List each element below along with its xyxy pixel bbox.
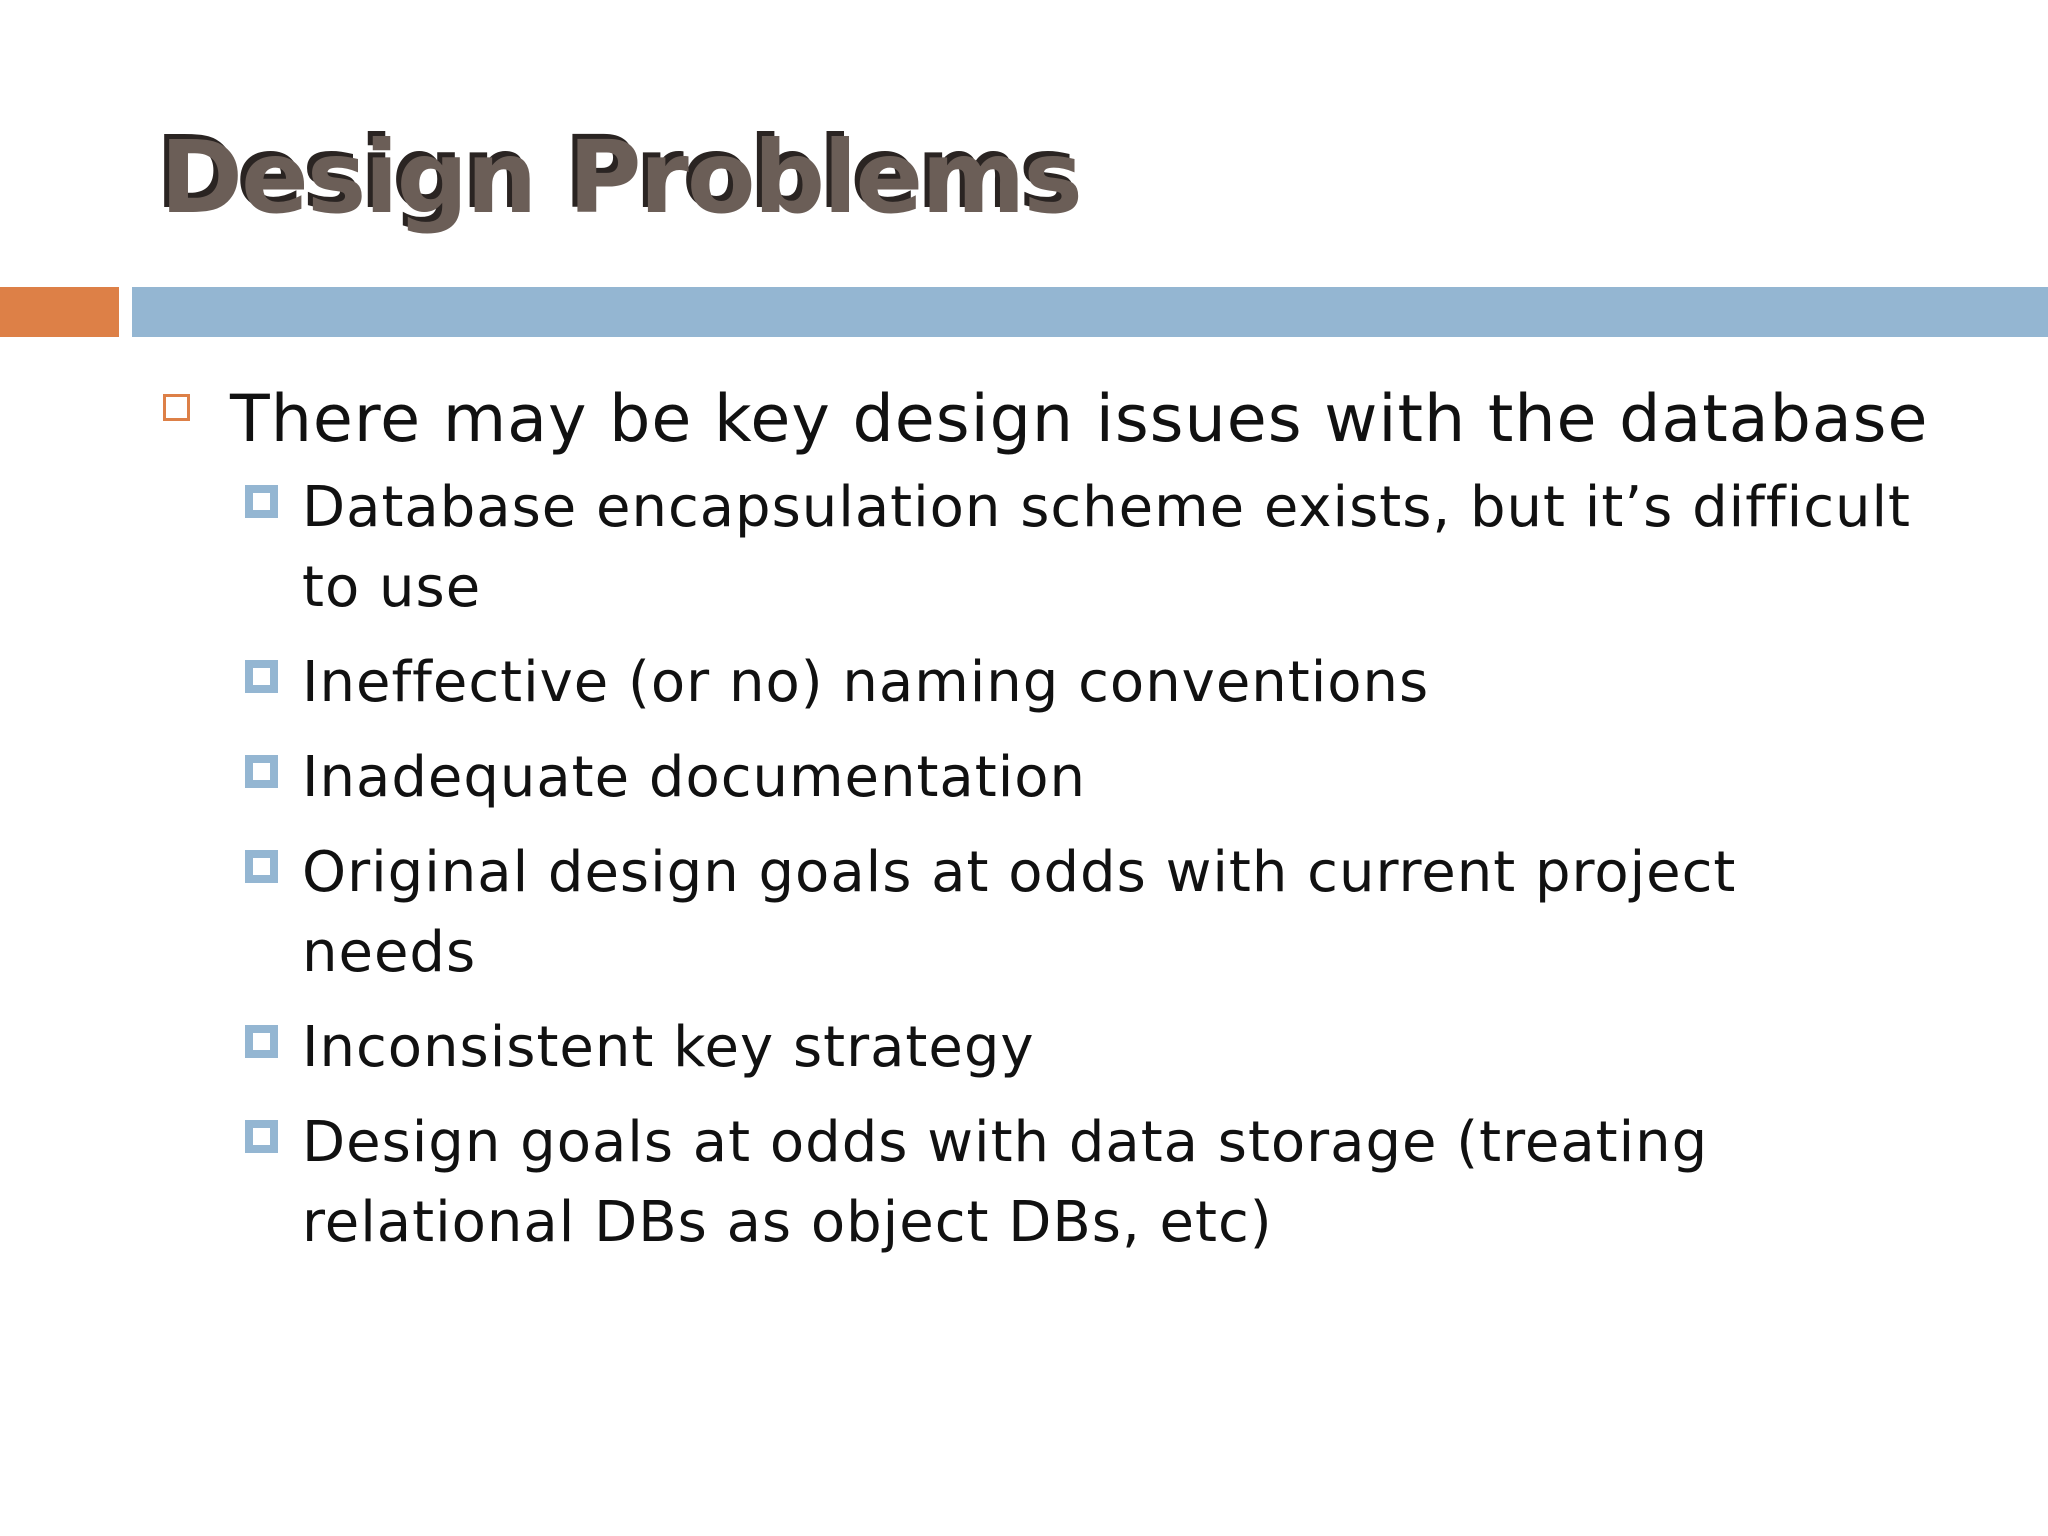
square-bullet-icon	[245, 1025, 278, 1058]
bullet-item	[160, 372, 1929, 468]
sub-bullet-item	[160, 1008, 1920, 1088]
square-bullet-icon	[245, 485, 278, 518]
square-bullet-icon	[245, 1120, 278, 1153]
sub-bullet-item	[160, 468, 1920, 628]
sub-bullet-list	[160, 468, 1920, 1263]
blue-accent-bar	[132, 287, 2048, 337]
slide-content	[160, 372, 1929, 1263]
square-bullet-icon	[245, 660, 278, 693]
sub-bullet-item	[160, 738, 1920, 818]
sub-bullet-item	[160, 643, 1920, 723]
sub-bullet-item	[160, 1103, 1920, 1263]
sub-bullet-text: Design goals at odds with data storage (treating relational DBs as object DBs, etc)	[302, 1110, 1709, 1255]
sub-bullet-text: Inadequate documentation	[302, 745, 1087, 810]
orange-accent-bar	[0, 287, 119, 337]
square-bullet-icon	[245, 850, 278, 883]
hollow-square-bullet-icon	[163, 394, 190, 421]
sub-bullet-text: Inconsistent key strategy	[302, 1015, 1035, 1080]
sub-bullet-item	[160, 833, 1920, 993]
bullet-text: There may be key design issues with the database	[230, 382, 1929, 457]
sub-bullet-text: Database encapsulation scheme exists, but it’s difficult to use	[302, 475, 1911, 620]
sub-bullet-text: Original design goals at odds with current project needs	[302, 840, 1737, 985]
square-bullet-icon	[245, 755, 278, 788]
slide-title: Design Problems	[160, 119, 1081, 236]
sub-bullet-text: Ineffective (or no) naming conventions	[302, 650, 1430, 715]
